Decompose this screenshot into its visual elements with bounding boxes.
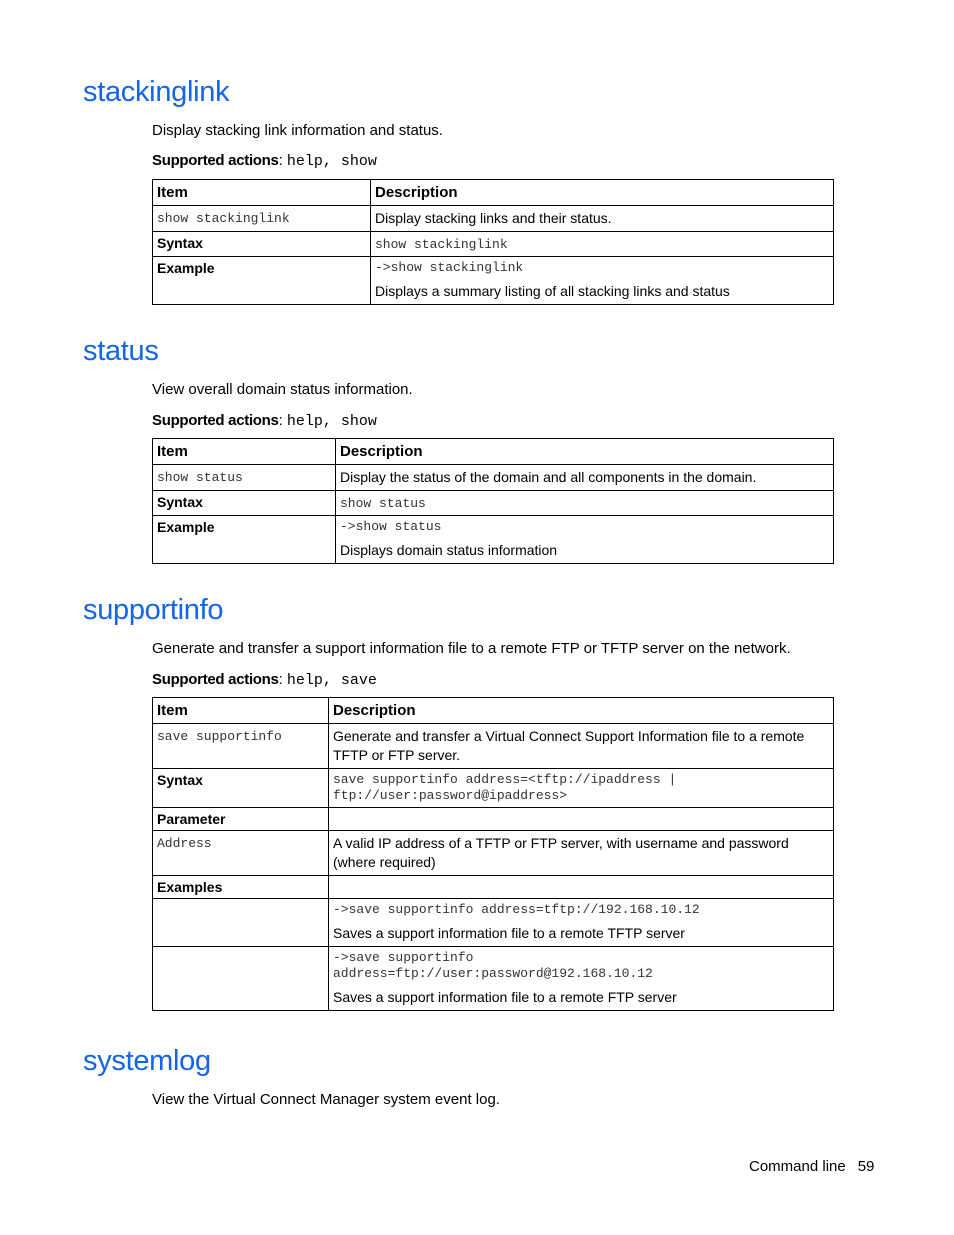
header-item: Item bbox=[153, 439, 336, 465]
table-row bbox=[153, 516, 834, 564]
table-row bbox=[153, 257, 834, 305]
empty-cell bbox=[153, 899, 329, 947]
table-row bbox=[153, 724, 834, 769]
example-code: ->save supportinfo bbox=[333, 950, 474, 965]
heading-status: status bbox=[83, 335, 159, 367]
example-cell bbox=[329, 947, 834, 1011]
stackinglink-actions-value: help, show bbox=[286, 153, 377, 170]
description-cell: Display the status of the domain and all components in the domain. bbox=[336, 465, 834, 491]
example-cell bbox=[371, 257, 834, 305]
address-item: Address bbox=[153, 831, 329, 876]
table-row bbox=[153, 947, 834, 1011]
status-table bbox=[152, 438, 834, 564]
header-description: Description bbox=[329, 698, 834, 724]
header-item: Item bbox=[153, 698, 329, 724]
example-code: address=ftp://user:password@192.168.10.12 bbox=[333, 966, 653, 981]
heading-stackinglink: stackinglink bbox=[83, 76, 230, 108]
syntax-label: Syntax bbox=[153, 232, 371, 257]
page-number: 59 bbox=[857, 1158, 875, 1175]
example-cell bbox=[336, 516, 834, 564]
description-cell: Generate and transfer a Virtual Connect Support Information file to a remote TFTP or FTP server. bbox=[329, 724, 834, 769]
empty-cell bbox=[153, 947, 329, 1011]
stackinglink-supported-actions: Supported actions: help, show bbox=[152, 152, 377, 170]
header-description: Description bbox=[336, 439, 834, 465]
syntax-value: show status bbox=[336, 491, 834, 516]
table-header-row bbox=[153, 180, 834, 206]
table-row bbox=[153, 899, 834, 947]
syntax-label: Syntax bbox=[153, 491, 336, 516]
stackinglink-table bbox=[152, 179, 834, 305]
example-description: Displays a summary listing of all stacking links and status bbox=[375, 283, 730, 299]
item-cell: save supportinfo bbox=[153, 724, 329, 769]
syntax-value: save supportinfo address=<tftp://ipaddress | ftp://user:password@ipaddress> bbox=[329, 769, 834, 808]
example-description: Saves a support information file to a remote FTP server bbox=[333, 989, 677, 1005]
table-row bbox=[153, 206, 834, 232]
page-footer bbox=[749, 1158, 874, 1175]
systemlog-description: View the Virtual Connect Manager system event log. bbox=[152, 1091, 500, 1108]
parameter-label: Parameter bbox=[153, 808, 329, 831]
table-row bbox=[153, 465, 834, 491]
empty-cell bbox=[329, 876, 834, 899]
example-code: ->show status bbox=[340, 519, 442, 534]
supportinfo-actions-value: help, save bbox=[286, 672, 377, 689]
table-row bbox=[153, 808, 834, 831]
examples-label: Examples bbox=[153, 876, 329, 899]
stackinglink-description: Display stacking link information and status. bbox=[152, 122, 443, 139]
header-description: Description bbox=[371, 180, 834, 206]
example-description: Saves a support information file to a remote TFTP server bbox=[333, 925, 685, 941]
address-description: A valid IP address of a TFTP or FTP server, with username and password (where required) bbox=[329, 831, 834, 876]
header-item: Item bbox=[153, 180, 371, 206]
supportinfo-supported-actions: Supported actions: help, save bbox=[152, 671, 377, 689]
item-cell: show status bbox=[153, 465, 336, 491]
status-supported-actions: Supported actions: help, show bbox=[152, 412, 377, 430]
heading-systemlog: systemlog bbox=[83, 1045, 211, 1077]
table-row bbox=[153, 232, 834, 257]
table-header-row bbox=[153, 439, 834, 465]
example-label: Example bbox=[153, 257, 371, 305]
example-cell bbox=[329, 899, 834, 947]
syntax-value: show stackinglink bbox=[371, 232, 834, 257]
table-row bbox=[153, 491, 834, 516]
footer-label: Command line bbox=[749, 1158, 846, 1175]
table-row bbox=[153, 876, 834, 899]
description-cell: Display stacking links and their status. bbox=[371, 206, 834, 232]
table-header-row bbox=[153, 698, 834, 724]
table-row bbox=[153, 831, 834, 876]
status-actions-value: help, show bbox=[286, 413, 377, 430]
empty-cell bbox=[329, 808, 834, 831]
item-cell: show stackinglink bbox=[153, 206, 371, 232]
example-code: ->save supportinfo address=tftp://192.168.10.12 bbox=[333, 902, 700, 917]
table-row bbox=[153, 769, 834, 808]
syntax-label: Syntax bbox=[153, 769, 329, 808]
example-description: Displays domain status information bbox=[340, 542, 558, 558]
example-code: ->show stackinglink bbox=[375, 260, 524, 275]
supportinfo-description: Generate and transfer a support information file to a remote FTP or TFTP server on the network. bbox=[152, 640, 791, 657]
supportinfo-table bbox=[152, 697, 834, 1011]
example-label: Example bbox=[153, 516, 336, 564]
heading-supportinfo: supportinfo bbox=[83, 594, 224, 626]
status-description: View overall domain status information. bbox=[152, 381, 413, 398]
